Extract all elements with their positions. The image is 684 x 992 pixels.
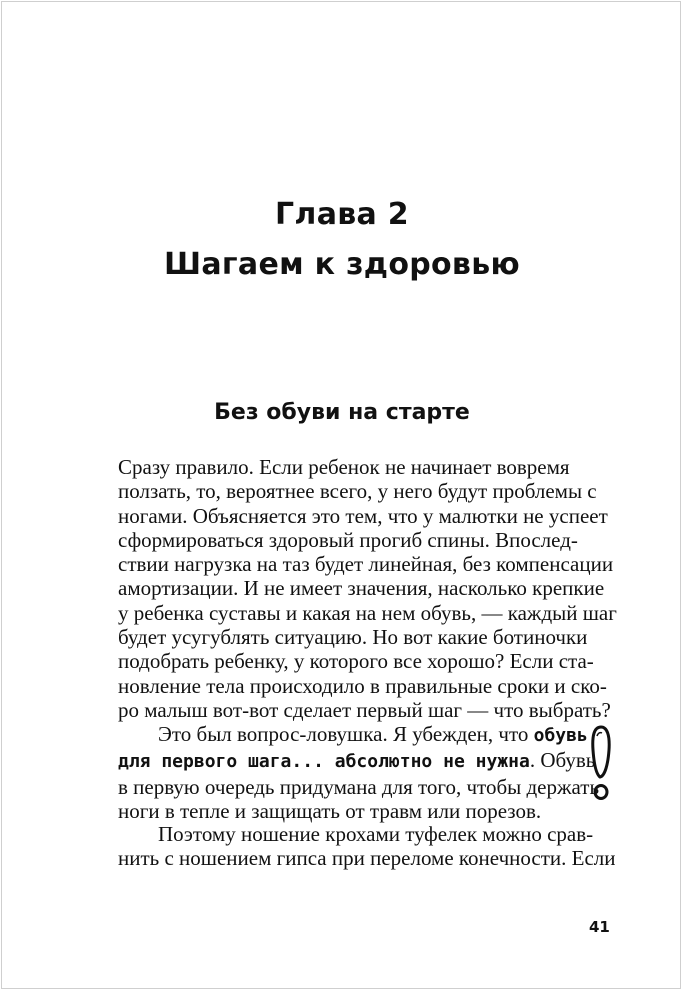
paragraph-line: сформироваться здоровый прогиб спины. Впослед- xyxy=(118,527,578,552)
line-text: . Обувь xyxy=(529,748,596,773)
page-number: 41 xyxy=(589,918,610,936)
paragraph-line: нить с ношением гипса при переломе конечности. Если xyxy=(118,846,616,871)
line-text: Это был вопрос-ловушка. Я убежден, что xyxy=(158,722,534,746)
paragraph-line: ствии нагрузка на таз будет линейная, без компенсации xyxy=(118,552,614,577)
paragraph-3 xyxy=(118,822,616,871)
paragraph-line xyxy=(118,722,588,748)
paragraph-line: у ребенка суставы и какая на нем обувь, — каждый шаг xyxy=(118,600,617,625)
emphasis-text: обувь xyxy=(533,725,588,746)
paragraph-line: амортизации. И не имеет значения, насколько крепкие xyxy=(118,576,605,601)
exclamation-mark-icon xyxy=(587,724,615,804)
paragraph-line: Сразу правило. Если ребенок не начинает вовремя xyxy=(118,455,570,479)
paragraph-line: Поэтому ношение крохами туфелек можно срав- xyxy=(158,822,594,846)
chapter-label: Глава 2 xyxy=(275,197,409,232)
emphasis-text: для первого шага... абсолютно не нужна xyxy=(118,751,530,773)
paragraph-line: ногами. Объясняется это тем, что у малютки не успеет xyxy=(118,503,608,528)
paragraph-line: будет усугублять ситуацию. Но вот какие ботиночки xyxy=(118,625,588,650)
chapter-title: Шагаем к здоровью xyxy=(164,247,520,282)
paragraph-2 xyxy=(118,722,600,823)
paragraph-line: в первую очередь придумана для того, чтобы держать xyxy=(118,774,600,799)
paragraph-line xyxy=(118,748,596,774)
section-heading: Без обуви на старте xyxy=(214,400,470,425)
paragraph-line: подобрать ребенку, у которого все хорошо? Если ста- xyxy=(118,649,594,674)
paragraph-1 xyxy=(118,455,617,722)
paragraph-line: ро малыш вот-вот сделает первый шаг — что выбрать? xyxy=(118,697,611,722)
paragraph-line: новление тела происходило в правильные сроки и ско- xyxy=(118,673,607,698)
paragraph-line: ползать, то, вероятнее всего, у него будут проблемы с xyxy=(118,479,597,504)
paragraph-line: ноги в тепле и защищать от травм или порезов. xyxy=(118,798,542,823)
